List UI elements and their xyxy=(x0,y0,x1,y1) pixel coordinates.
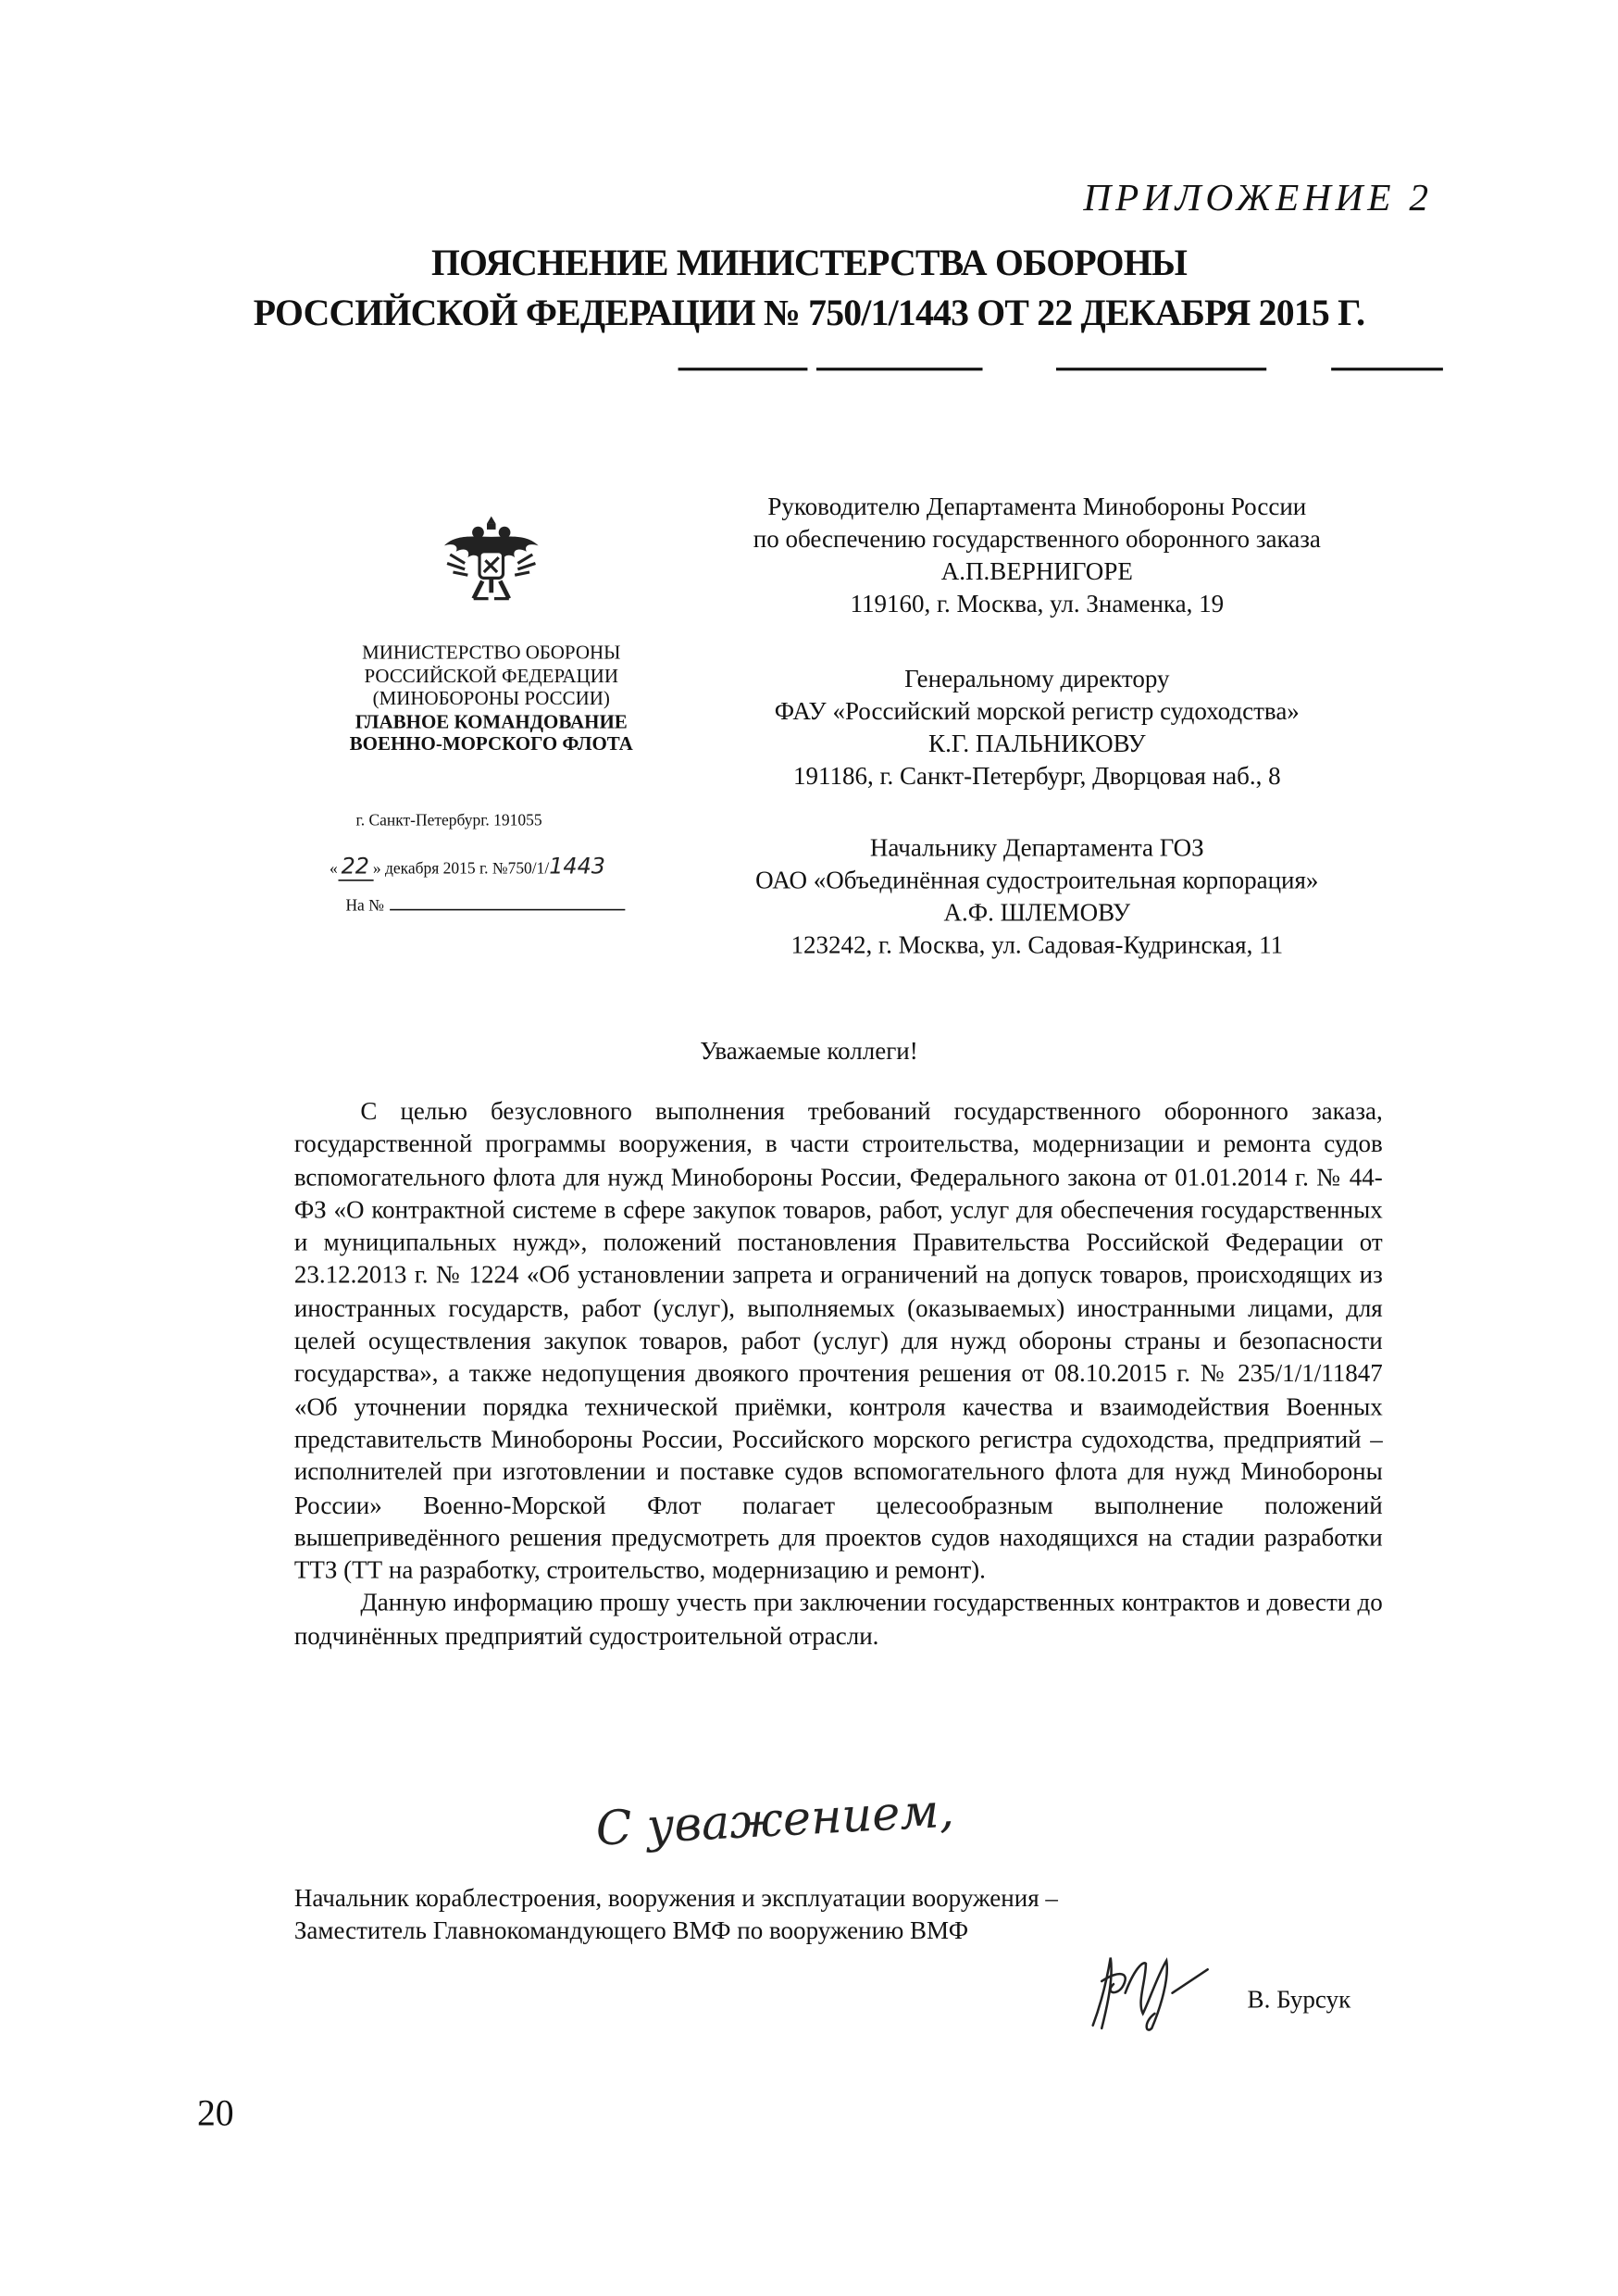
recipient-block-2 xyxy=(691,664,1383,793)
title-rule-4 xyxy=(1331,368,1443,369)
recipient-line-2: ФАУ «Российский морской регистр судоходства» xyxy=(774,697,1300,726)
recipient-address: 191186, г. Санкт-Петербург, Дворцовая наб., 8 xyxy=(792,761,1281,791)
recipient-name: К.Г. ПАЛЬНИКОВУ xyxy=(928,729,1146,758)
letter-number-handwritten: 1443 xyxy=(549,853,605,880)
reference-number-field xyxy=(345,897,625,915)
title-line-2: РОССИЙСКОЙ ФЕДЕРАЦИИ № 750/1/1443 ОТ 22 ДЕКАБРЯ 2015 Г. xyxy=(253,293,1365,334)
page-number: 20 xyxy=(196,2094,234,2135)
recipient-name: А.П.ВЕРНИГОРЕ xyxy=(940,557,1133,586)
letter-body xyxy=(294,1096,1383,1653)
date-day-handwritten: 22 xyxy=(338,853,373,880)
appendix-label: ПРИЛОЖЕНИЕ 2 xyxy=(1083,176,1433,219)
title-rule-1 xyxy=(678,368,808,369)
position-line-1: Начальник кораблестроения, вооружения и эксплуатации вооружения – xyxy=(293,1884,1058,1913)
title-line-1: ПОЯСНЕНИЕ МИНИСТЕРСТВА ОБОРОНЫ xyxy=(430,243,1188,284)
position-line-2: Заместитель Главнокомандующего ВМФ по вооружению ВМФ xyxy=(293,1916,969,1945)
reference-blank-line xyxy=(390,909,625,911)
recipient-line-2: ОАО «Объединённая судостроительная корпорация» xyxy=(755,866,1319,894)
signatory-position xyxy=(294,1883,1058,1948)
title-rule-3 xyxy=(1056,368,1266,369)
handwritten-regards: С уважением, xyxy=(594,1781,955,1857)
date-open-quote: « xyxy=(329,860,338,879)
salutation: Уважаемые коллеги! xyxy=(700,1037,918,1066)
command-line-2: ВОЕННО-МОРСКОГО ФЛОТА xyxy=(349,732,633,755)
command-line-1: ГЛАВНОЕ КОМАНДОВАНИЕ xyxy=(355,709,628,732)
org-line-1: МИНИСТЕРСТВО ОБОРОНЫ xyxy=(362,641,621,664)
recipient-address: 119160, г. Москва, ул. Знаменка, 19 xyxy=(850,590,1225,618)
sender-city: г. Санкт-Петербург. 191055 xyxy=(355,811,542,830)
signatory-name: В. Бурсук xyxy=(1247,1985,1351,2014)
recipient-block-3 xyxy=(691,832,1383,962)
body-paragraph-2: Данную информацию прошу учесть при заключении государственных контрактов и довести до подчинённых предприятий судостроительной отрасли. xyxy=(293,1589,1383,1651)
letter-date-number xyxy=(330,853,605,880)
body-paragraph-1: С целью безусловного выполнения требований государственного оборонного заказа, государственной программы вооружения, в части строительства, модернизации и ремонта судов вспомогательного флота для нужд Минобороны России, Федерального закона от 01.01.2014 г. № 44-ФЗ «О контрактной системе в сфере закупок товаров, работ, услуг для обеспечения государственных и муниципальных нужд», положений постановления Правительства Российской Федерации от 23.12.2013 г. № 1224 «Об установлении запрета и ограничений на допуск товаров, происходящих из иностранных государств, работ (услуг), выполняемых (оказываемых) иностранными лицами, для целей осуществления закупок товаров, работ (услуг) для нужд обороны страны и безопасности государства», а также недопущения двоякого прочтения решения от 08.10.2015 г. № 235/1/1/11847 «Об уточнении порядка технической приёмки, контроля качества и взаимодействия Военных представительств Минобороны России, Российского морского регистра судоходства, предприятий – исполнителей при изготовлении и поставке судов вспомогательного флота для нужд Минобороны России» Военно-Морской Флот полагает целесообразным выполнение положений вышеприведённого решения предусмотреть для проектов судов находящихся на стадии разработки ТТЗ (ТТ на разработку, строительство, модернизацию и ремонт). xyxy=(293,1097,1383,1585)
double-headed-eagle-emblem xyxy=(442,507,541,607)
recipient-line-2: по обеспечению государственного оборонного заказа xyxy=(753,525,1321,554)
org-line-2: РОССИЙСКОЙ ФЕДЕРАЦИИ xyxy=(364,664,618,687)
signature-mark xyxy=(1081,1949,1221,2034)
document-title xyxy=(162,240,1456,340)
org-line-3: (МИНОБОРОНЫ РОССИИ) xyxy=(372,686,610,709)
reference-label: На № xyxy=(345,897,384,916)
recipient-address: 123242, г. Москва, ул. Садовая-Кудринская, 11 xyxy=(790,930,1284,959)
sender-organization xyxy=(312,642,671,755)
title-rule-2 xyxy=(816,368,983,369)
recipient-name: А.Ф. ШЛЕМОВУ xyxy=(943,898,1131,927)
recipient-line-1: Руководителю Департамента Минобороны России xyxy=(767,493,1307,521)
recipient-line-1: Начальнику Департамента ГОЗ xyxy=(869,833,1204,862)
date-rest: » декабря 2015 г. №750/1/ xyxy=(372,860,550,879)
recipient-block-1 xyxy=(691,492,1383,621)
recipient-line-1: Генеральному директору xyxy=(904,665,1170,693)
